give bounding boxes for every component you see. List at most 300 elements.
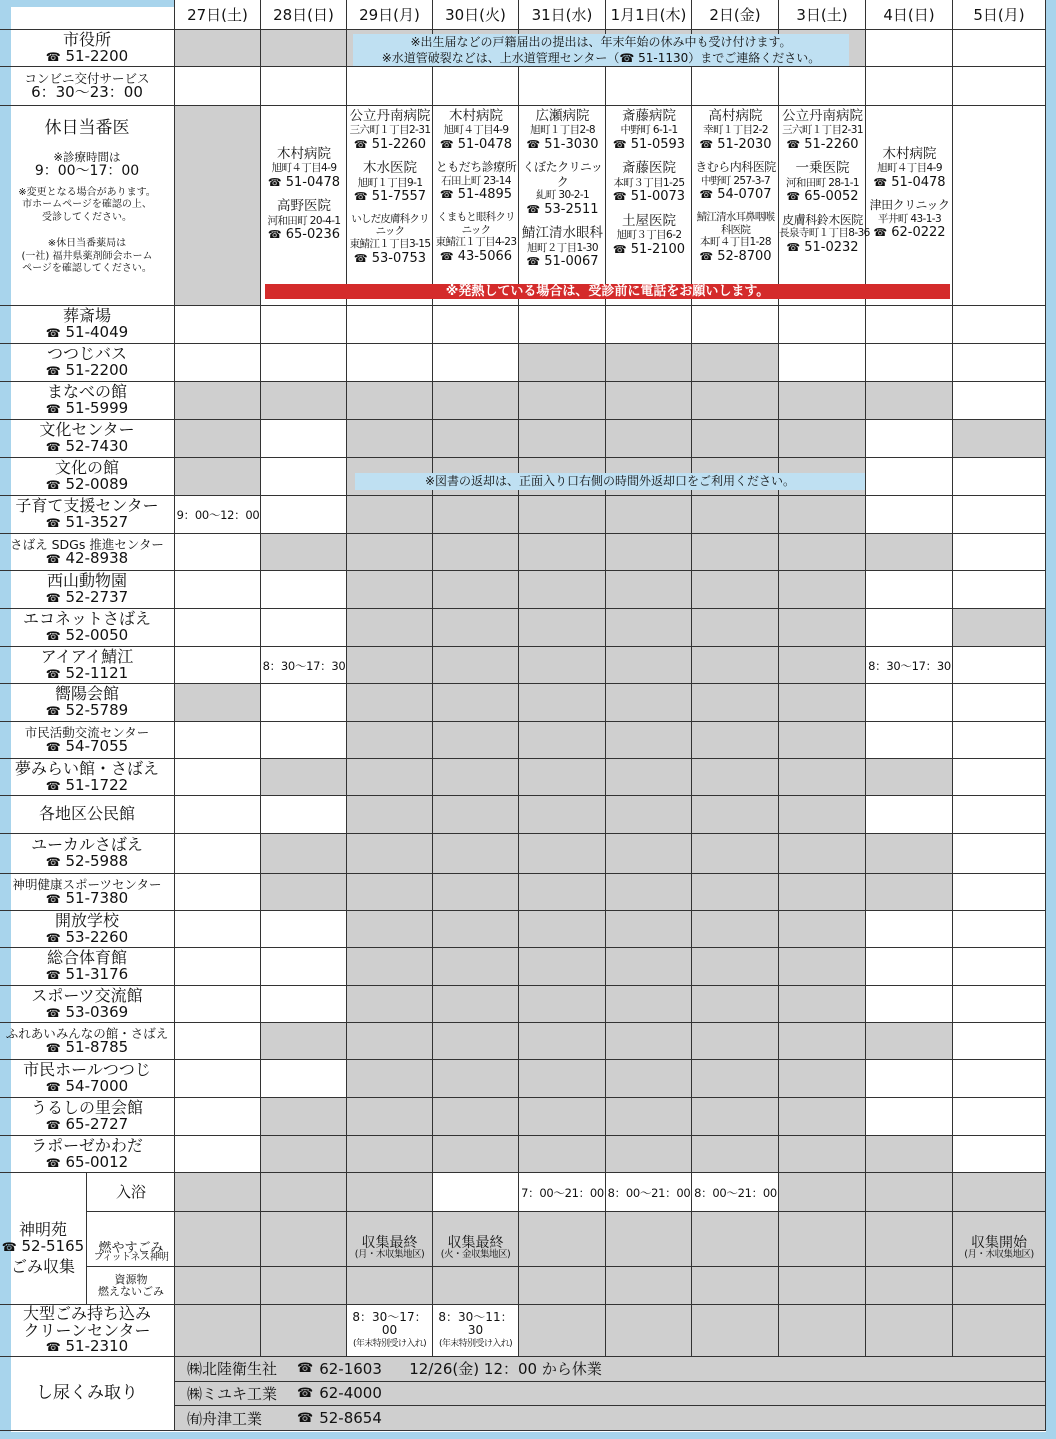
tel-number: 62-0222 — [891, 225, 946, 241]
facility-label — [0, 684, 175, 722]
schedule-cell — [519, 986, 606, 1023]
schedule-cell — [779, 1173, 866, 1212]
schedule-cell — [433, 1136, 519, 1173]
schedule-cell — [692, 1098, 779, 1136]
facility-label — [0, 759, 175, 796]
hospital-name: いしだ皮膚科クリニック — [351, 212, 429, 238]
schedule-cell — [347, 306, 433, 344]
company-name: ㈱ミユキ工業 — [187, 1384, 278, 1403]
schedule-cell — [347, 496, 433, 534]
hospital-tel — [433, 249, 519, 265]
facility-label — [0, 571, 175, 609]
schedule-cell — [175, 106, 261, 306]
schedule-cell — [692, 1305, 779, 1357]
tel-number: 52-7430 — [65, 437, 129, 456]
hospital-name: 皮膚科鈴木医院 — [782, 212, 863, 227]
hospital-address: 東鯖江１丁目3-15 — [349, 237, 431, 250]
change-note: 受診してください。 — [42, 211, 132, 223]
phone-icon: ☎ — [786, 190, 801, 204]
change-note: 市ホームページを確認の上、 — [22, 199, 152, 211]
schedule-cell — [175, 67, 261, 106]
facility-tel — [45, 927, 129, 946]
schedule-cell — [866, 722, 953, 759]
doctor-list — [347, 108, 433, 266]
phone-icon: ☎ — [612, 190, 627, 204]
spacer — [692, 203, 779, 211]
tel-number: 52-0050 — [65, 626, 129, 645]
schedule-cell — [866, 609, 953, 647]
schedule-cell — [779, 1230, 866, 1267]
phone-icon: ☎ — [297, 1385, 314, 1401]
company-row — [175, 1406, 1046, 1431]
schedule-cell — [175, 1060, 261, 1098]
phone-icon: ☎ — [699, 249, 714, 263]
schedule-cell — [261, 1230, 347, 1267]
facility-name: 葬斎場 — [62, 306, 111, 326]
day-header: 31日(水) — [519, 0, 606, 30]
facility-tel — [46, 1339, 128, 1355]
hospital-tel — [779, 240, 866, 256]
schedule-cell — [692, 911, 779, 948]
phone-icon: ☎ — [45, 49, 61, 64]
hospital-address: 本町４丁目1-28 — [700, 236, 771, 249]
pharmacy-note: ページを確認してください。 — [22, 263, 152, 275]
schedule-cell — [175, 344, 261, 382]
facility-tel — [45, 46, 129, 65]
facility-label — [0, 458, 175, 496]
hospital-tel — [519, 137, 606, 153]
opening-hours: 9：00～12：00 — [176, 508, 260, 522]
schedule-cell — [519, 67, 606, 106]
facility-tel — [46, 477, 128, 493]
schedule-cell — [175, 1305, 261, 1357]
garbage-name: ごみ収集 — [10, 1256, 75, 1276]
phone-icon: ☎ — [45, 1118, 61, 1133]
hospital-name: 津田クリニック — [869, 198, 950, 213]
hospital-address: 東鯖江１丁目4-23 — [435, 236, 517, 249]
hospital-tel — [606, 242, 692, 258]
hospital-address: 石田上町 23-14 — [441, 174, 511, 187]
collection-area: (月・木収集地区) — [354, 1249, 425, 1261]
facility-tel — [46, 854, 128, 870]
day-header: 4日(日) — [866, 0, 953, 30]
company-name: ㈱北陸衛生社 — [187, 1360, 278, 1379]
schedule-cell — [606, 344, 692, 382]
schedule-cell — [261, 1173, 347, 1212]
doctor-list — [433, 108, 519, 264]
schedule-cell — [606, 1023, 692, 1060]
schedule-cell — [433, 986, 519, 1023]
schedule-cell — [347, 948, 433, 986]
schedule-cell — [261, 986, 347, 1023]
schedule-cell — [347, 834, 433, 874]
hospital-tel — [433, 137, 519, 153]
hours-label: ※診療時間は — [53, 149, 121, 164]
schedule-cell — [347, 534, 433, 571]
schedule-cell — [347, 571, 433, 609]
schedule-cell — [433, 344, 519, 382]
schedule-cell — [519, 382, 606, 420]
hospital-name: 一乗医院 — [795, 160, 850, 177]
spacer — [779, 152, 866, 160]
schedule-cell — [433, 759, 519, 796]
tel-number: 65-2727 — [65, 1115, 129, 1134]
schedule-cell — [606, 534, 692, 571]
tel-number: 51-4049 — [65, 323, 129, 342]
schedule-cell — [953, 458, 1046, 496]
header-corner — [0, 0, 175, 30]
recyclable-text: 資源物 — [114, 1273, 148, 1287]
tel-number: 6：30～23：00 — [31, 82, 143, 101]
schedule-cell — [692, 1230, 779, 1267]
tel-number: 51-2100 — [630, 241, 686, 257]
hospital-tel — [347, 251, 433, 267]
schedule-cell — [692, 759, 779, 796]
hospital-tel — [347, 137, 433, 153]
schedule-cell — [779, 609, 866, 647]
schedule-cell — [261, 30, 347, 67]
hospital-tel — [606, 189, 692, 205]
pharmacy-note: ※休日当番薬局は — [47, 238, 127, 250]
schedule-cell — [779, 911, 866, 948]
fitness-label: フィットネス神明 — [93, 1252, 169, 1264]
recyclable-label — [87, 1267, 175, 1305]
schedule-cell — [779, 986, 866, 1023]
schedule-cell — [347, 609, 433, 647]
schedule-cell — [175, 609, 261, 647]
phone-icon: ☎ — [439, 137, 454, 151]
schedule-cell — [261, 344, 347, 382]
phone-icon: ☎ — [526, 137, 541, 151]
schedule-cell — [433, 1098, 519, 1136]
schedule-cell — [779, 67, 866, 106]
hospital-address: 幸町１丁目2-2 — [703, 124, 768, 137]
schedule-cell — [347, 759, 433, 796]
hospital-address: 旭町４丁目4-9 — [877, 162, 942, 175]
phone-icon: ☎ — [45, 891, 61, 906]
schedule-cell — [347, 1267, 433, 1305]
tel-number: 52-5988 — [65, 852, 129, 871]
tel-number: 51-2260 — [804, 136, 859, 152]
phone-icon: ☎ — [353, 251, 368, 265]
schedule-cell — [692, 382, 779, 420]
hospital-name: 広瀬病院 — [535, 108, 590, 124]
schedule-cell — [606, 986, 692, 1023]
schedule-cell — [606, 1136, 692, 1173]
schedule-cell — [692, 496, 779, 534]
hospital-address: 三六町１丁目2-31 — [782, 124, 863, 137]
facility-label — [0, 67, 175, 106]
schedule-cell — [433, 874, 519, 911]
schedule-cell — [953, 1230, 1046, 1267]
hospital-address: 三六町１丁目2-31 — [349, 124, 431, 137]
schedule-cell — [433, 647, 519, 684]
day-header: 3日(土) — [779, 0, 866, 30]
large-garbage-label — [0, 1305, 175, 1357]
schedule-cell — [261, 1060, 347, 1098]
schedule-cell — [779, 1023, 866, 1060]
tel-number: 51-0232 — [804, 239, 859, 255]
facility-tel — [45, 736, 129, 755]
schedule-cell — [175, 420, 261, 458]
company-tel: 62-4000 — [319, 1384, 382, 1403]
schedule-cell — [606, 571, 692, 609]
facility-tel — [46, 363, 128, 379]
tel-number: 51-0593 — [630, 136, 686, 152]
night-soil-name: し尿くみ取り — [36, 1382, 138, 1403]
schedule-cell — [692, 1060, 779, 1098]
phone-icon: ☎ — [1, 1240, 17, 1255]
schedule-cell — [606, 796, 692, 834]
hospital-tel — [347, 189, 433, 205]
schedule-cell — [779, 571, 866, 609]
facility-tel — [46, 401, 128, 417]
schedule-cell — [519, 1023, 606, 1060]
schedule-cell — [953, 496, 1046, 534]
note-water: ※水道管破裂などは、上水道管理センター（☎ 51-1130）までご連絡ください。 — [353, 50, 849, 66]
schedule-cell — [175, 796, 261, 834]
schedule-cell — [866, 986, 953, 1023]
schedule-cell — [953, 1305, 1046, 1357]
doctor-list — [692, 108, 779, 264]
schedule-cell — [953, 911, 1046, 948]
schedule-cell — [866, 1098, 953, 1136]
schedule-cell — [347, 420, 433, 458]
tel-number: 53-2260 — [65, 927, 129, 946]
phone-icon: ☎ — [439, 249, 454, 263]
facility-tel — [45, 775, 129, 794]
schedule-cell — [866, 420, 953, 458]
schedule-cell — [606, 609, 692, 647]
tel-number: 54-7055 — [65, 736, 129, 755]
schedule-cell — [953, 344, 1046, 382]
schedule-cell — [175, 1136, 261, 1173]
schedule-cell — [261, 67, 347, 106]
tel-number: 51-4895 — [457, 187, 513, 203]
schedule-cell — [866, 1267, 953, 1305]
facility-label — [0, 106, 175, 306]
spacer — [606, 205, 692, 213]
facility-name: ユーカルさばえ — [31, 835, 143, 855]
hospital-address: 旭町２丁目1-30 — [527, 241, 598, 254]
schedule-cell — [866, 1023, 953, 1060]
schedule-cell — [175, 1173, 261, 1212]
schedule-cell — [953, 1173, 1046, 1212]
phone-icon: ☎ — [873, 175, 888, 189]
schedule-cell — [606, 1267, 692, 1305]
hospital-address: 本町３丁目1-25 — [613, 176, 685, 189]
schedule-cell — [347, 684, 433, 722]
tel-number: 52-0089 — [65, 475, 129, 494]
facility-label — [0, 911, 175, 948]
company-tel: 62-1603 — [319, 1359, 382, 1378]
schedule-cell — [606, 1305, 692, 1357]
schedule-cell — [779, 1267, 866, 1305]
schedule-cell — [519, 684, 606, 722]
bath-label: 入浴 — [115, 1182, 146, 1201]
schedule-cell — [866, 796, 953, 834]
facility-name: 開放学校 — [54, 911, 119, 930]
schedule-cell — [433, 684, 519, 722]
phone-icon: ☎ — [45, 1040, 61, 1055]
day-header: 2日(金) — [692, 0, 779, 30]
schedule-cell — [347, 1098, 433, 1136]
facility-label — [0, 496, 175, 534]
facility-label — [0, 306, 175, 344]
schedule-cell — [779, 796, 866, 834]
phone-icon: ☎ — [45, 440, 61, 455]
hospital-tel — [866, 175, 953, 191]
schedule-cell — [261, 571, 347, 609]
schedule-cell — [866, 67, 953, 106]
facility-label — [0, 420, 175, 458]
schedule-cell — [866, 571, 953, 609]
phone-icon: ☎ — [267, 228, 282, 242]
phone-icon: ☎ — [353, 137, 368, 151]
schedule-cell — [953, 1060, 1046, 1098]
schedule-cell — [866, 911, 953, 948]
facility-name: エコネットさばえ — [22, 609, 151, 629]
company-row — [175, 1382, 1046, 1407]
schedule-cell — [519, 534, 606, 571]
phone-icon: ☎ — [45, 591, 61, 606]
tel-number: 53-2511 — [544, 201, 599, 217]
facility-tel — [46, 967, 128, 983]
schedule-cell — [433, 306, 519, 344]
schedule-cell — [606, 420, 692, 458]
phone-icon: ☎ — [45, 551, 61, 566]
schedule-cell — [347, 1230, 433, 1267]
schedule-cell — [347, 382, 433, 420]
tel-number: 54-7000 — [65, 1077, 129, 1096]
facility-label — [0, 609, 175, 647]
phone-icon: ☎ — [297, 1410, 314, 1426]
schedule-cell — [953, 1136, 1046, 1173]
tel-number: 52-1121 — [65, 663, 129, 682]
schedule-cell — [953, 382, 1046, 420]
schedule-cell — [175, 30, 261, 67]
phone-icon: ☎ — [267, 175, 282, 189]
facility-label — [0, 1098, 175, 1136]
schedule-cell — [519, 1267, 606, 1305]
schedule-cell — [347, 1060, 433, 1098]
schedule-cell — [692, 534, 779, 571]
hospital-name: ともだち診療所 — [435, 160, 517, 175]
schedule-cell — [347, 986, 433, 1023]
facility-label — [0, 534, 175, 571]
facility-name: 子育て支援センター — [15, 496, 159, 516]
schedule-cell — [866, 684, 953, 722]
hospital-name: 高野医院 — [277, 198, 331, 215]
schedule-cell — [692, 571, 779, 609]
facility-tel — [46, 703, 128, 719]
tel-number: 53-0753 — [371, 250, 427, 266]
schedule-cell — [606, 759, 692, 796]
schedule-cell — [692, 986, 779, 1023]
schedule-cell — [779, 534, 866, 571]
schedule-cell — [953, 948, 1046, 986]
facility-name: 市民活動交流センター — [24, 724, 150, 740]
tel-number: 53-0369 — [65, 1002, 129, 1021]
schedule-cell — [261, 759, 347, 796]
hospital-name: きむら内科医院 — [695, 160, 776, 175]
tel-number: 51-0067 — [544, 254, 599, 270]
doctor-list — [606, 108, 692, 257]
tel-number: 43-5066 — [457, 248, 513, 264]
facility-name: スポーツ交流館 — [31, 986, 143, 1005]
schedule-cell — [175, 458, 261, 496]
schedule-cell — [606, 874, 692, 911]
hospital-address: 中野町 6-1-1 — [620, 124, 678, 137]
collection-status: 収集開始 — [971, 1234, 1027, 1251]
schedule-cell — [261, 306, 347, 344]
pharmacy-note: (一社) 福井県薬剤師会ホーム — [21, 250, 153, 262]
schedule-cell — [347, 1136, 433, 1173]
phone-icon: ☎ — [45, 1155, 61, 1170]
schedule-cell — [519, 647, 606, 684]
doctor-list — [261, 146, 347, 243]
hospital-tel — [606, 137, 692, 153]
bath-hours: 8：00～21：00 — [694, 1185, 777, 1200]
schedule-cell — [779, 1060, 866, 1098]
tel-number: 51-7557 — [371, 189, 427, 205]
schedule-cell — [175, 306, 261, 344]
schedule-cell — [175, 834, 261, 874]
schedule-cell — [519, 420, 606, 458]
facility-name: 文化センター — [39, 420, 135, 440]
schedule-cell — [606, 1098, 692, 1136]
schedule-cell — [953, 874, 1046, 911]
schedule-cell — [261, 458, 347, 496]
facility-tel — [45, 1037, 129, 1056]
schedule-cell — [606, 382, 692, 420]
tel-number: 42-8938 — [65, 548, 129, 567]
schedule-cell — [519, 948, 606, 986]
facility-label — [0, 382, 175, 420]
facility-name: ふれあいみんなの館・さばえ — [5, 1025, 169, 1041]
tel-number: 51-2260 — [371, 136, 427, 152]
schedule-cell — [519, 874, 606, 911]
schedule-cell — [175, 874, 261, 911]
facility-name: 神明苑 — [18, 1220, 67, 1240]
tel-number: 51-3030 — [544, 136, 599, 152]
schedule-cell — [953, 684, 1046, 722]
schedule-cell — [433, 382, 519, 420]
facility-name: コンビニ交付サービス — [24, 70, 150, 86]
schedule-cell — [519, 796, 606, 834]
schedule-cell — [606, 67, 692, 106]
schedule-cell — [606, 684, 692, 722]
company-note: 12/26(金) 12：00 から休業 — [409, 1360, 602, 1379]
schedule-cell — [866, 306, 953, 344]
tel-number: 51-2200 — [65, 46, 129, 65]
day-header: 30日(火) — [433, 0, 519, 30]
schedule-cell — [519, 722, 606, 759]
facility-name: 各地区公民館 — [38, 804, 135, 824]
phone-icon: ☎ — [45, 704, 61, 719]
schedule-cell — [175, 1023, 261, 1060]
holiday-schedule-table — [1, 6, 1046, 1432]
schedule-cell — [606, 948, 692, 986]
schedule-cell — [175, 647, 261, 684]
schedule-cell — [175, 684, 261, 722]
schedule-cell — [519, 1230, 606, 1267]
facility-name: 文化の館 — [54, 458, 119, 478]
schedule-cell — [433, 796, 519, 834]
facility-name: さばえ SDGs 推進センター — [10, 536, 164, 552]
facility-label — [0, 30, 175, 67]
hospital-tel — [779, 189, 866, 205]
